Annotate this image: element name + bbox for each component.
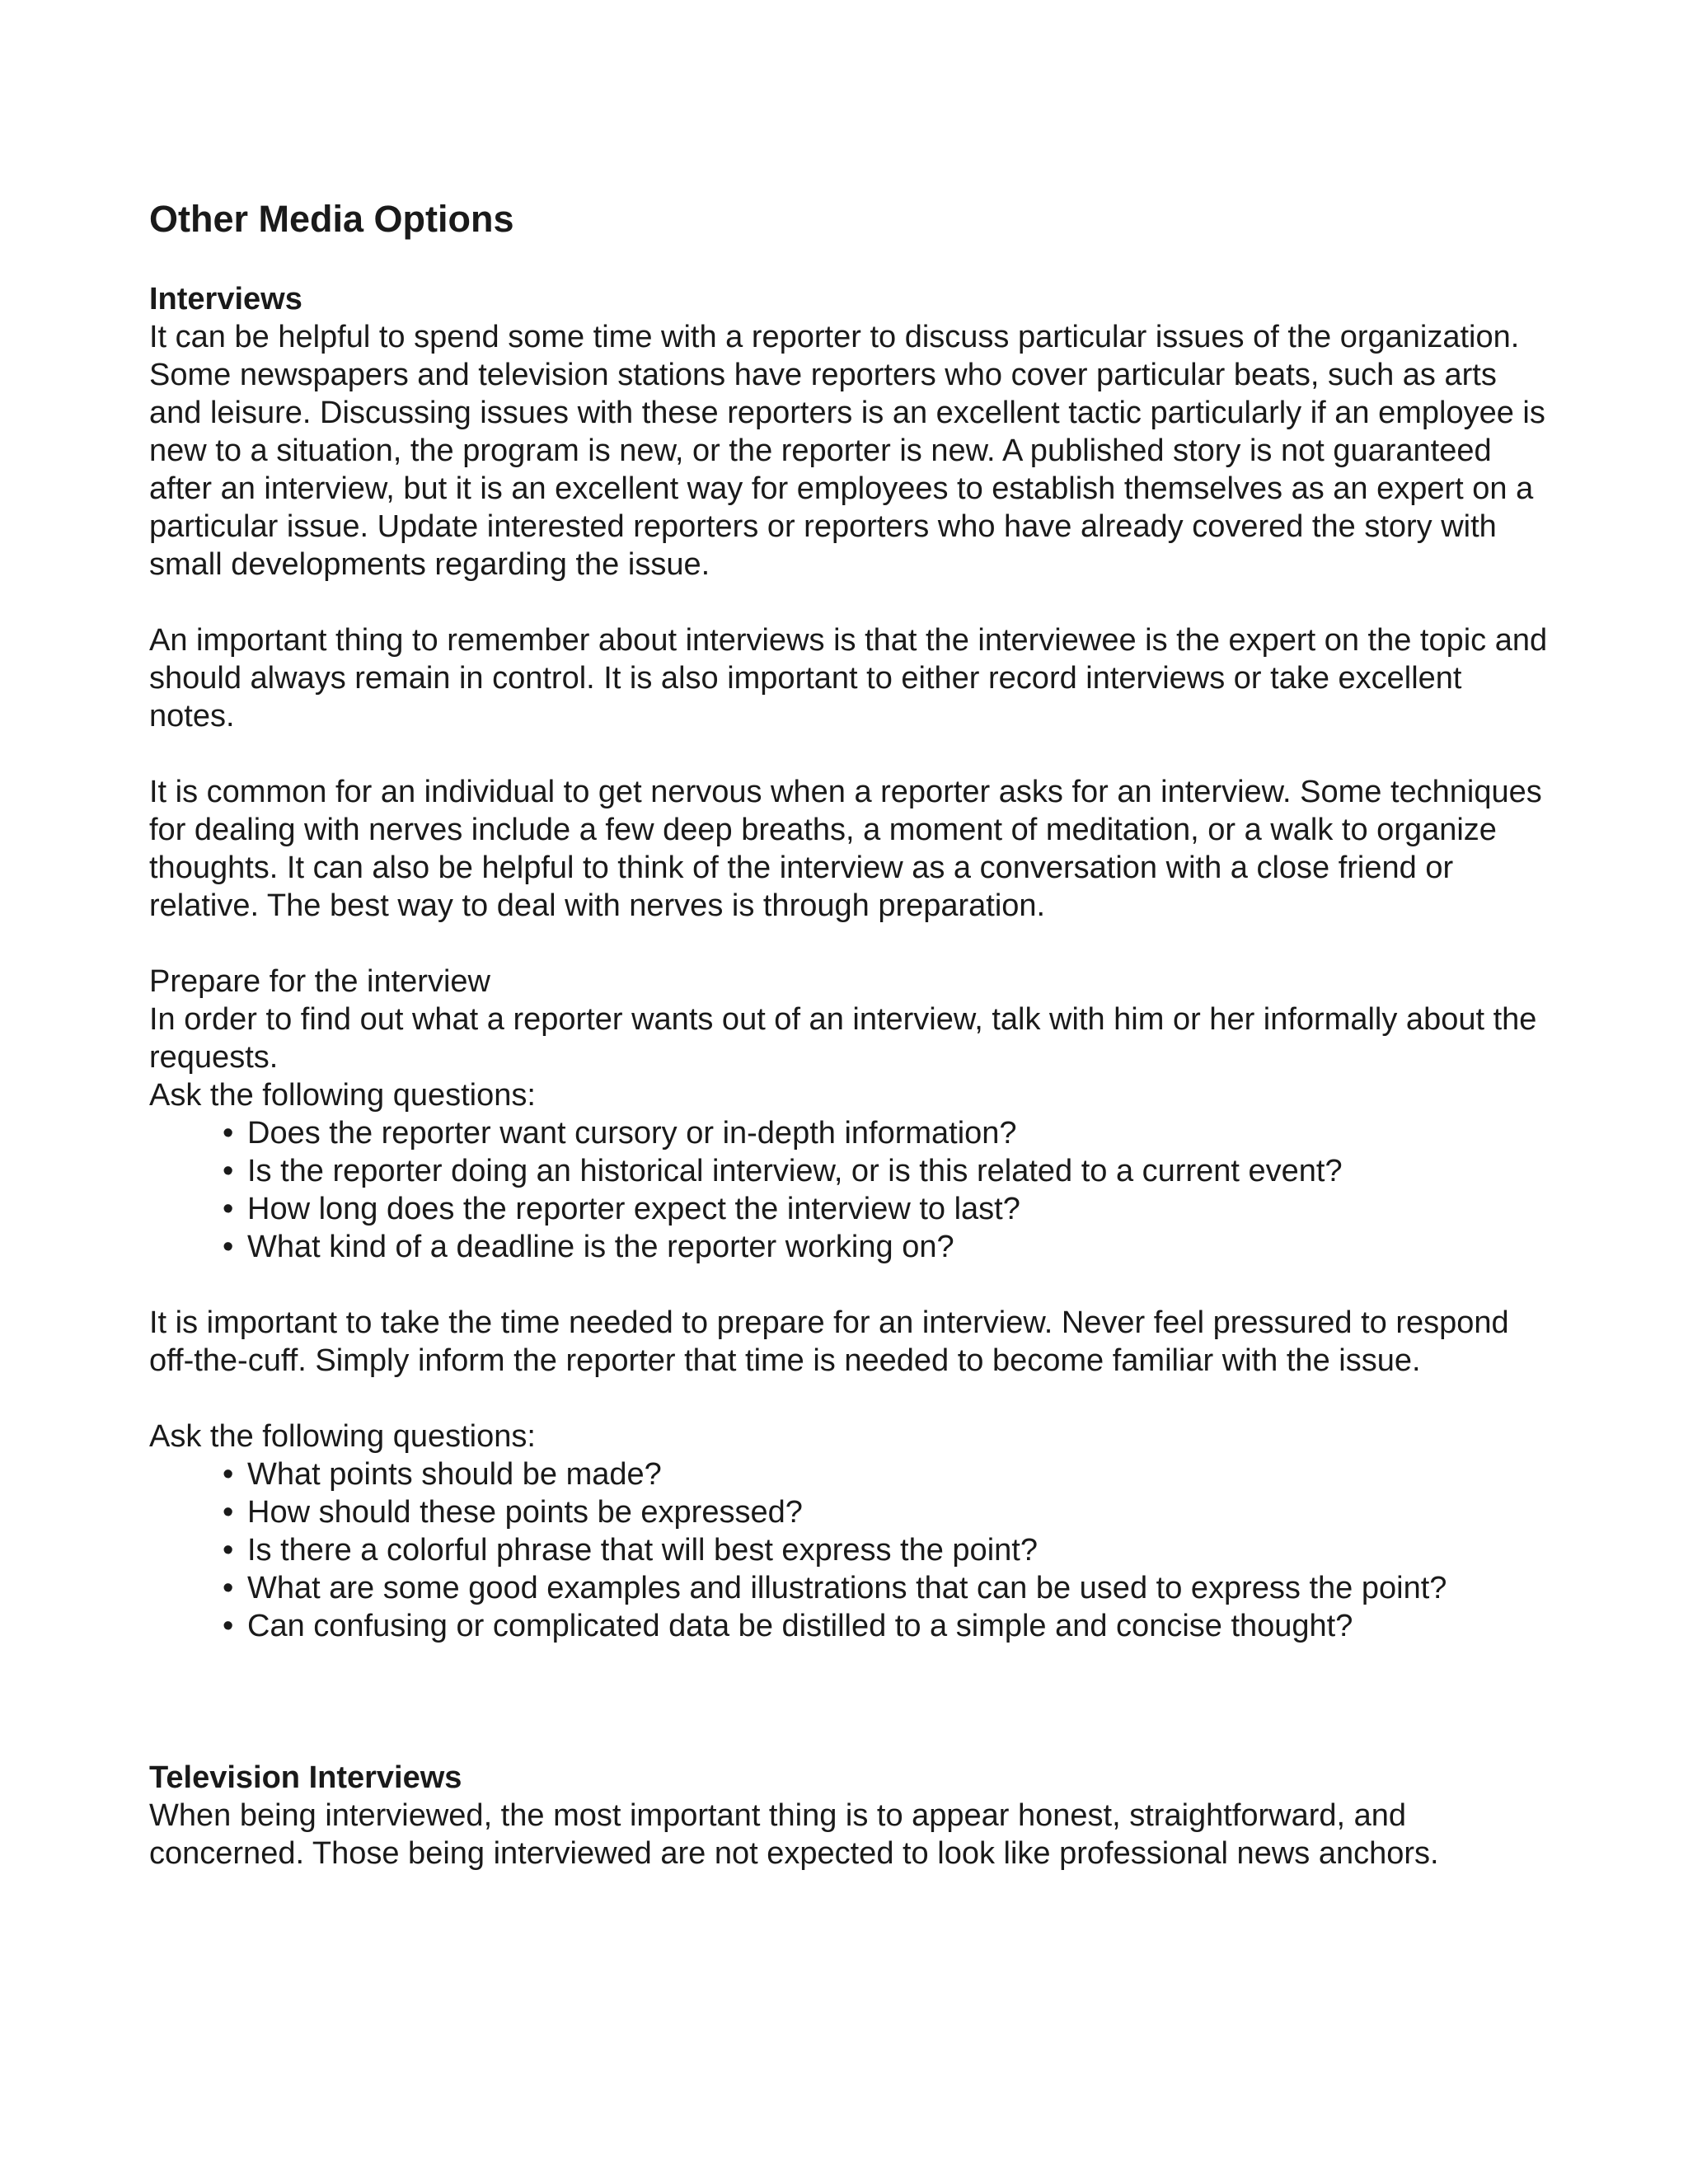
section-interviews (149, 280, 1550, 1645)
interviews-paragraph-1: It can be helpful to spend some time with a reporter to discuss particular issues of the organization. Some newspapers and television stations have reporters who cover particular beats, such as arts and leisure. Discussing issues with these reporters is an excellent tactic particularly if an employee is new to a situation, the program is new, or the reporter is new. A published story is not guaranteed after an interview, but it is an excellent way for employees to establish themselves as an expert on a particular issue. Update interested reporters or reporters who have already covered the story with small developments regarding the issue. (149, 320, 1545, 582)
section-television-interviews (149, 1759, 1550, 1872)
interviews-paragraph-4: It is important to take the time needed to prepare for an interview. Never feel pressured to respond off-the-cuff. Simply inform the reporter that time is needed to become familiar with the issue. (149, 1305, 1509, 1378)
questions-intro-2: Ask the following questions: (149, 1419, 536, 1454)
list-item: • What points should be made? (223, 1457, 662, 1492)
list-item: • How long does the reporter expect the interview to last? (223, 1192, 1020, 1226)
list-item: • What are some good examples and illustrations that can be used to express the point? (223, 1571, 1447, 1605)
questions-list-1 (149, 1114, 1550, 1266)
bullet-icon: • (223, 1192, 234, 1226)
list-item: • What kind of a deadline is the reporter working on? (223, 1230, 954, 1264)
spacer (149, 1266, 1550, 1304)
prepare-subheading: Prepare for the interview (149, 964, 490, 999)
spacer (149, 735, 1550, 773)
spacer (149, 583, 1550, 621)
page-title: Other Media Options (149, 198, 514, 240)
bullet-icon: • (223, 1230, 234, 1264)
television-paragraph-1: When being interviewed, the most important thing is to appear honest, straightforward, and concerned. Those being interviewed are not expected to look like professional news anchors. (149, 1798, 1439, 1871)
bullet-icon: • (223, 1116, 234, 1151)
list-item: • Is there a colorful phrase that will best express the point? (223, 1533, 1038, 1568)
section-heading-interviews: Interviews (149, 282, 302, 316)
bullet-icon: • (223, 1533, 234, 1568)
section-heading-television-interviews: Television Interviews (149, 1760, 462, 1795)
interviews-paragraph-3: It is common for an individual to get nervous when a reporter asks for an interview. Some techniques for dealing with nerves include a few deep breaths, a moment of meditation, or a walk to organize thoughts. It can also be helpful to think of the interview as a conversation with a close friend or relative. The best way to deal with nerves is through preparation. (149, 775, 1542, 923)
list-item: • Is the reporter doing an historical interview, or is this related to a current event? (223, 1154, 1343, 1188)
bullet-icon: • (223, 1609, 234, 1643)
spacer (149, 1645, 1550, 1759)
interviews-paragraph-2: An important thing to remember about interviews is that the interviewee is the expert on the topic and should always remain in control. It is also important to either record interviews or take excellent notes. (149, 623, 1548, 733)
list-item: • Can confusing or complicated data be distilled to a simple and concise thought? (223, 1609, 1353, 1643)
questions-intro-1: Ask the following questions: (149, 1078, 536, 1113)
document-page (149, 196, 1550, 1872)
spacer (149, 1380, 1550, 1418)
bullet-icon: • (223, 1571, 234, 1605)
spacer (149, 925, 1550, 963)
list-item: • Does the reporter want cursory or in-depth information? (223, 1116, 1017, 1151)
bullet-icon: • (223, 1154, 234, 1188)
bullet-icon: • (223, 1457, 234, 1492)
list-item: • How should these points be expressed? (223, 1495, 803, 1530)
bullet-icon: • (223, 1495, 234, 1530)
questions-list-2 (149, 1455, 1550, 1645)
prepare-paragraph: In order to find out what a reporter wants out of an interview, talk with him or her informally about the requests. (149, 1002, 1537, 1075)
